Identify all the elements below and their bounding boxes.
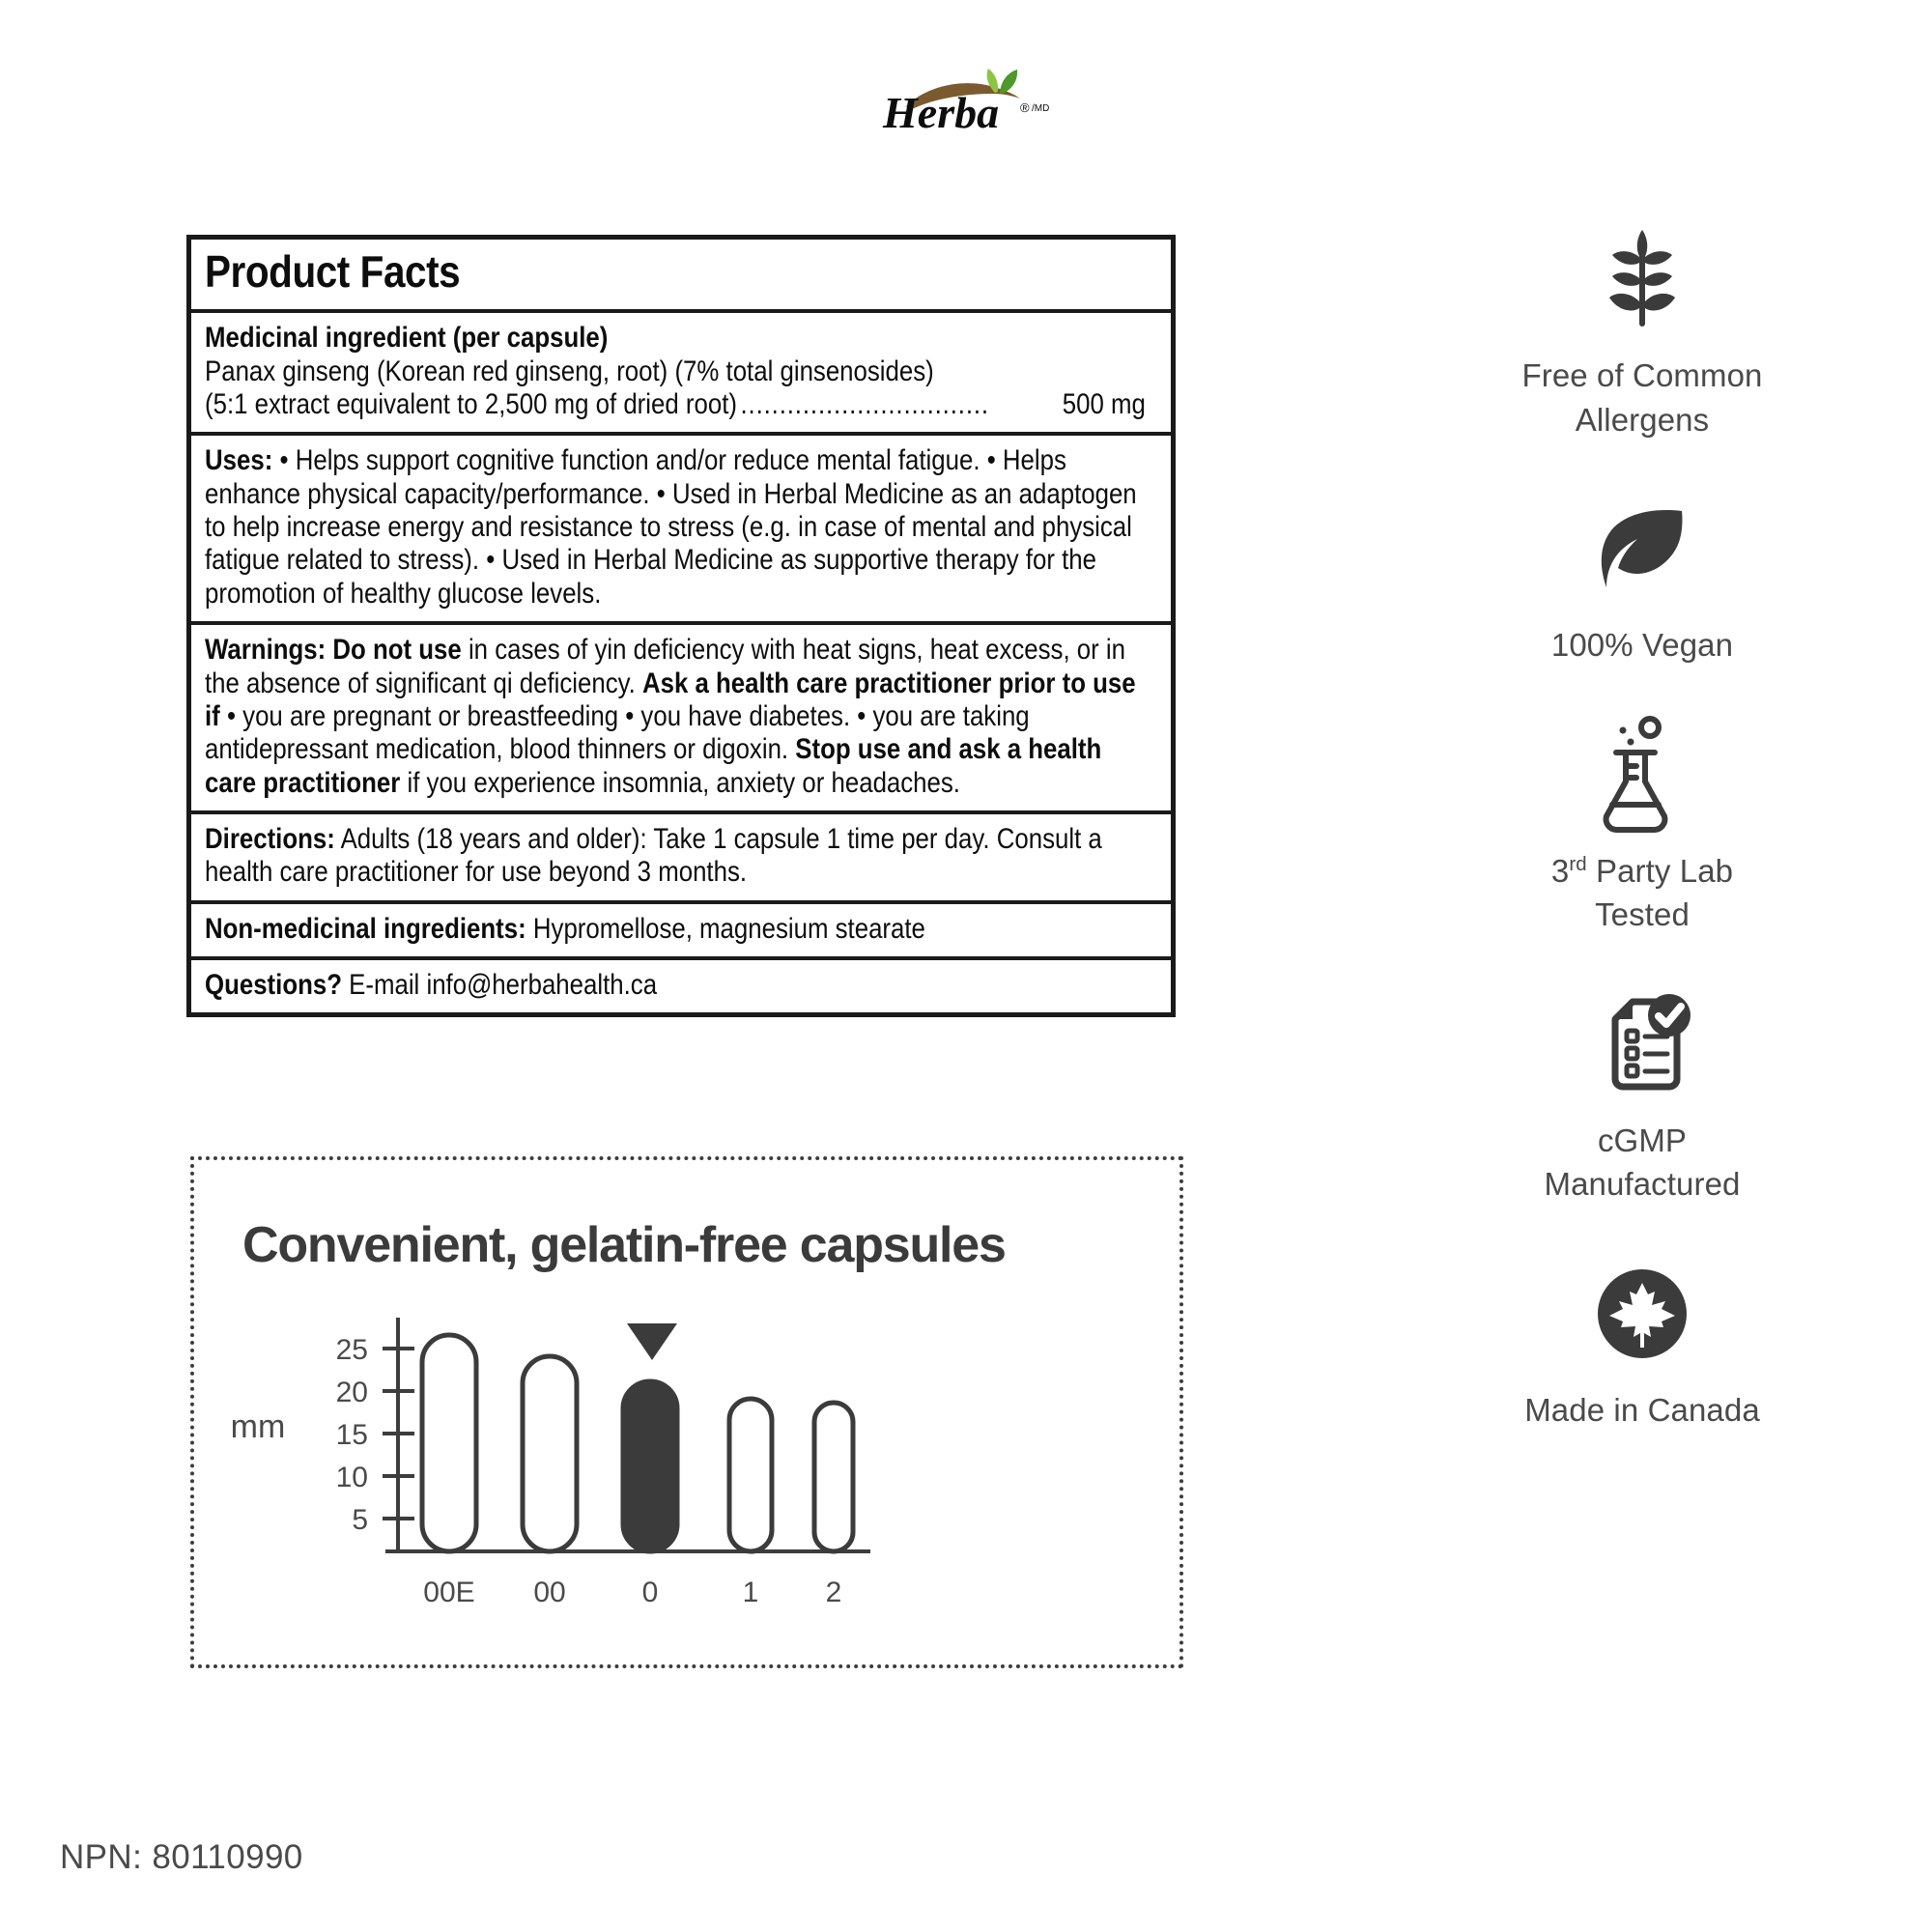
badge-label-line1: Made in Canada [1524, 1391, 1760, 1428]
chart-y-axis-label: mm [230, 1408, 286, 1445]
warnings-row [191, 625, 1171, 814]
x-tick-label-2: 2 [825, 1577, 842, 1608]
badge-cgmp-manufactured [1391, 987, 1893, 1207]
warnings-bold-2: Ask a health care practitioner prior to use if [205, 667, 1136, 732]
medicinal-line-3 [205, 388, 1157, 421]
badge-label-ordinal: 3 [1550, 852, 1570, 889]
badge-made-in-canada [1391, 1257, 1893, 1433]
questions-row [191, 960, 1171, 1012]
warnings-bold-3: Stop use and ask a health care practitioner [205, 733, 1102, 799]
badge-label [1391, 1119, 1893, 1207]
capsule-bar-00E [422, 1335, 476, 1551]
badge-third-party-lab-tested [1391, 718, 1893, 937]
questions-body: E-mail info@herbahealth.ca [341, 969, 658, 1002]
capsule-panel-heading: Convenient, gelatin-free capsules [242, 1217, 1006, 1273]
medicinal-extract-text: (5:1 extract equivalent to 2,500 mg of dried root) [205, 388, 737, 421]
logo-trademark: ® [1020, 100, 1030, 115]
directions-label: Directions: [205, 822, 335, 855]
maple-leaf-icon [1391, 1257, 1893, 1371]
x-tick-label-0: 0 [641, 1577, 659, 1608]
warnings-text-1: in cases of yin deficiency with heat signs, heat excess, or in the absence of significant qi deficiency. [205, 634, 1126, 699]
warnings-label: Warnings: [205, 634, 327, 667]
logo-leaf-right [1000, 70, 1017, 94]
product-facts-title-row [191, 240, 1171, 313]
y-tick-label-15: 15 [335, 1419, 368, 1451]
badge-label-line2: Tested [1595, 896, 1690, 933]
badge-label-ordinal-suffix: rd [1569, 852, 1587, 875]
badge-label [1391, 849, 1893, 937]
non-medicinal-block [205, 913, 1157, 946]
y-tick-label-20: 20 [335, 1377, 368, 1408]
logo-wordmark: Herba [883, 88, 1000, 133]
wheat-stalk-icon [1391, 222, 1893, 336]
y-tick-label-10: 10 [335, 1462, 368, 1493]
y-tick-label-25: 25 [335, 1334, 368, 1366]
questions-block [205, 969, 1157, 1002]
medicinal-heading: Medicinal ingredient (per capsule) [205, 322, 609, 355]
capsule-size-panel [190, 1156, 1183, 1668]
directions-body: Adults (18 years and older): Take 1 capsule 1 time per day. Consult a health care practitioner for use beyond 3 months. [205, 822, 1102, 889]
uses-body: • Helps support cognitive function and/or reduce mental fatigue. • Helps enhance physical capacity/performance. • Used in Herbal Medicine as an adaptogen to help increase energy and resistance to stress (e.g. in case of mental and physical fatigue related to stress). • Used in Herbal Medicine as supportive therapy for the promotion of healthy glucose levels. [205, 444, 1137, 610]
medicinal-line-2: Panax ginseng (Korean red ginseng, root) (7% total ginsenosides) [205, 355, 934, 387]
badge-label-line2: Manufactured [1544, 1166, 1741, 1203]
badge-100-percent-vegan [1391, 492, 1893, 668]
logo-md-mark: /MD [1032, 103, 1050, 114]
product-facts-panel [186, 235, 1176, 1017]
bubble-small-2 [1628, 738, 1634, 745]
page-title: Product Facts [205, 246, 461, 297]
badge-label-line1: 100% Vegan [1550, 627, 1734, 664]
medicinal-ingredient-block [205, 322, 1157, 421]
herba-logo-svg [850, 56, 1101, 133]
badge-label [1391, 623, 1893, 668]
capsule-bar-2 [814, 1403, 853, 1551]
medicinal-amount: 500 mg [1062, 388, 1146, 421]
npn-number: NPN: 80110990 [60, 1838, 303, 1876]
directions-block [205, 823, 1157, 890]
trust-badge-column [1391, 222, 1893, 1482]
badge-label [1391, 354, 1893, 441]
medicinal-ingredient-row [191, 313, 1171, 436]
uses-label: Uses: [205, 444, 273, 477]
selected-size-marker-icon [627, 1323, 677, 1360]
leaf-icon [1391, 492, 1893, 606]
badge-label [1391, 1388, 1893, 1433]
bubble-large [1641, 719, 1659, 736]
warnings-block [205, 634, 1157, 800]
chart-x-tick-labels [423, 1577, 841, 1608]
clipboard-check-icon [1391, 987, 1893, 1101]
non-medicinal-label: Non-medicinal ingredients: [205, 912, 526, 945]
questions-label: Questions? [205, 969, 342, 1002]
directions-row [191, 814, 1171, 904]
lab-flask-icon [1391, 718, 1893, 832]
chart-y-tick-labels [336, 1334, 368, 1536]
warnings-bold-1: Do not use [326, 634, 462, 667]
capsule-bar-0 [623, 1381, 677, 1551]
badge-label-line2: Allergens [1575, 401, 1710, 438]
uses-row [191, 436, 1171, 625]
x-tick-label-1: 1 [742, 1577, 759, 1608]
y-tick-label-5: 5 [352, 1504, 368, 1536]
uses-block [205, 444, 1157, 611]
warnings-text-3: if you experience insomnia, anxiety or headaches. [400, 766, 960, 799]
x-tick-label-00E: 00E [423, 1577, 475, 1608]
warnings-text-2: • you are pregnant or breastfeeding • you have diabetes. • you are taking antidepressant medication, blood thinners or digoxin. [205, 699, 1030, 766]
badge-label-line1: Free of Common [1521, 357, 1763, 393]
capsule-bar-00 [523, 1356, 577, 1551]
badge-label-line1: cGMP [1597, 1122, 1688, 1158]
non-medicinal-body: Hypromellose, magnesium stearate [526, 912, 925, 945]
badge-free-of-common-allergens [1391, 222, 1893, 441]
bubble-small-1 [1620, 726, 1627, 733]
non-medicinal-row [191, 904, 1171, 960]
leader-dots: ................................ [740, 388, 989, 421]
capsule-bar-1 [729, 1399, 772, 1551]
brand-logo [850, 56, 1101, 133]
badge-label-line1: Party Lab [1586, 852, 1734, 889]
capsule-size-chart [213, 1310, 1006, 1638]
x-tick-label-00: 00 [533, 1577, 566, 1608]
